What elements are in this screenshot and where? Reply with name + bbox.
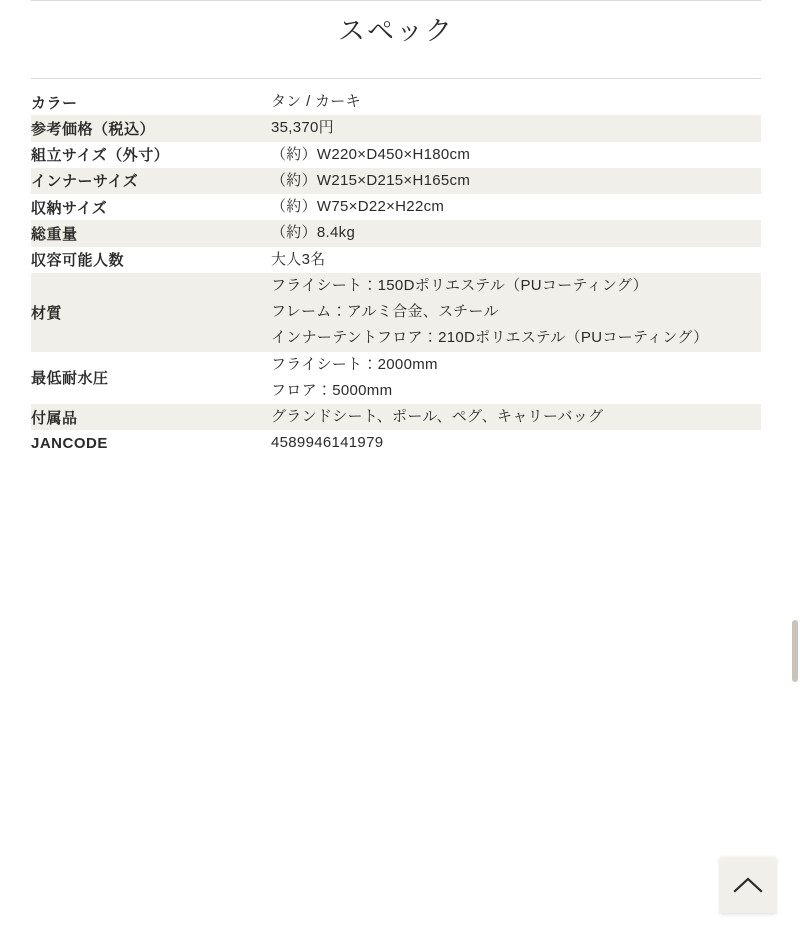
table-row [31, 430, 761, 456]
spec-value-line: 4589946141979 [271, 434, 384, 452]
spec-value-line: フロア：5000mm [271, 381, 393, 399]
spec-value [271, 273, 761, 352]
table-row [31, 168, 761, 194]
page-title: スペック [338, 16, 454, 46]
spec-value-line: フライシート：150Dポリエステル（PUコーティング） [271, 276, 648, 294]
spec-value [271, 352, 761, 405]
spec-label: カラー [31, 94, 78, 112]
spec-value-line: （約）8.4kg [271, 224, 356, 242]
spec-value [271, 404, 761, 430]
spec-value [271, 194, 761, 220]
spec-label: 最低耐水圧 [31, 370, 109, 388]
spec-label: インナーサイズ [31, 173, 139, 191]
spec-value [271, 220, 761, 246]
spec-value-line: 大人3名 [271, 250, 326, 268]
spec-label: JANCODE [31, 434, 108, 452]
spec-value [271, 115, 761, 141]
title-divider [31, 78, 761, 79]
table-row [31, 194, 761, 220]
spec-value-line: インナーテントフロア：210Dポリエステル（PUコーティング） [271, 329, 709, 347]
spec-value-line: フライシート：2000mm [271, 355, 438, 373]
table-row [31, 89, 761, 115]
spec-label: 総重量 [31, 225, 78, 243]
chevron-up-icon [733, 876, 763, 894]
table-row [31, 220, 761, 246]
back-to-top-button[interactable] [720, 857, 776, 913]
spec-value [271, 89, 761, 115]
spec-value [271, 142, 761, 168]
spec-value [271, 247, 761, 273]
spec-label: 付属品 [31, 409, 78, 427]
spec-label: 組立サイズ（外寸） [31, 147, 170, 165]
table-row [31, 115, 761, 141]
spec-value-line: （約）W75×D22×H22cm [271, 198, 445, 215]
spec-table-body [31, 89, 761, 457]
table-row [31, 247, 761, 273]
spec-value-line: フレーム：アルミ合金、スチール [271, 303, 499, 320]
top-divider [31, 0, 761, 1]
vertical-scrollbar-thumb[interactable] [792, 620, 798, 682]
spec-label: 材質 [31, 304, 63, 322]
spec-label: 収容可能人数 [31, 252, 125, 270]
spec-value [271, 168, 761, 194]
spec-value-line: 35,370円 [271, 119, 334, 137]
spec-value-line: （約）W215×D215×H165cm [271, 171, 471, 189]
spec-value-line: グランドシート、ポール、ペグ、キャリーバッグ [271, 408, 604, 425]
table-row [31, 404, 761, 430]
spec-label: 収納サイズ [31, 199, 108, 217]
spec-value-line: タン / カーキ [271, 93, 361, 110]
spec-value [271, 430, 761, 456]
spec-label: 参考価格（税込） [31, 120, 156, 138]
spec-value-line: （約）W220×D450×H180cm [271, 145, 471, 163]
table-row [31, 352, 761, 405]
table-row [31, 142, 761, 168]
spec-table [31, 89, 761, 457]
table-row [31, 273, 761, 352]
